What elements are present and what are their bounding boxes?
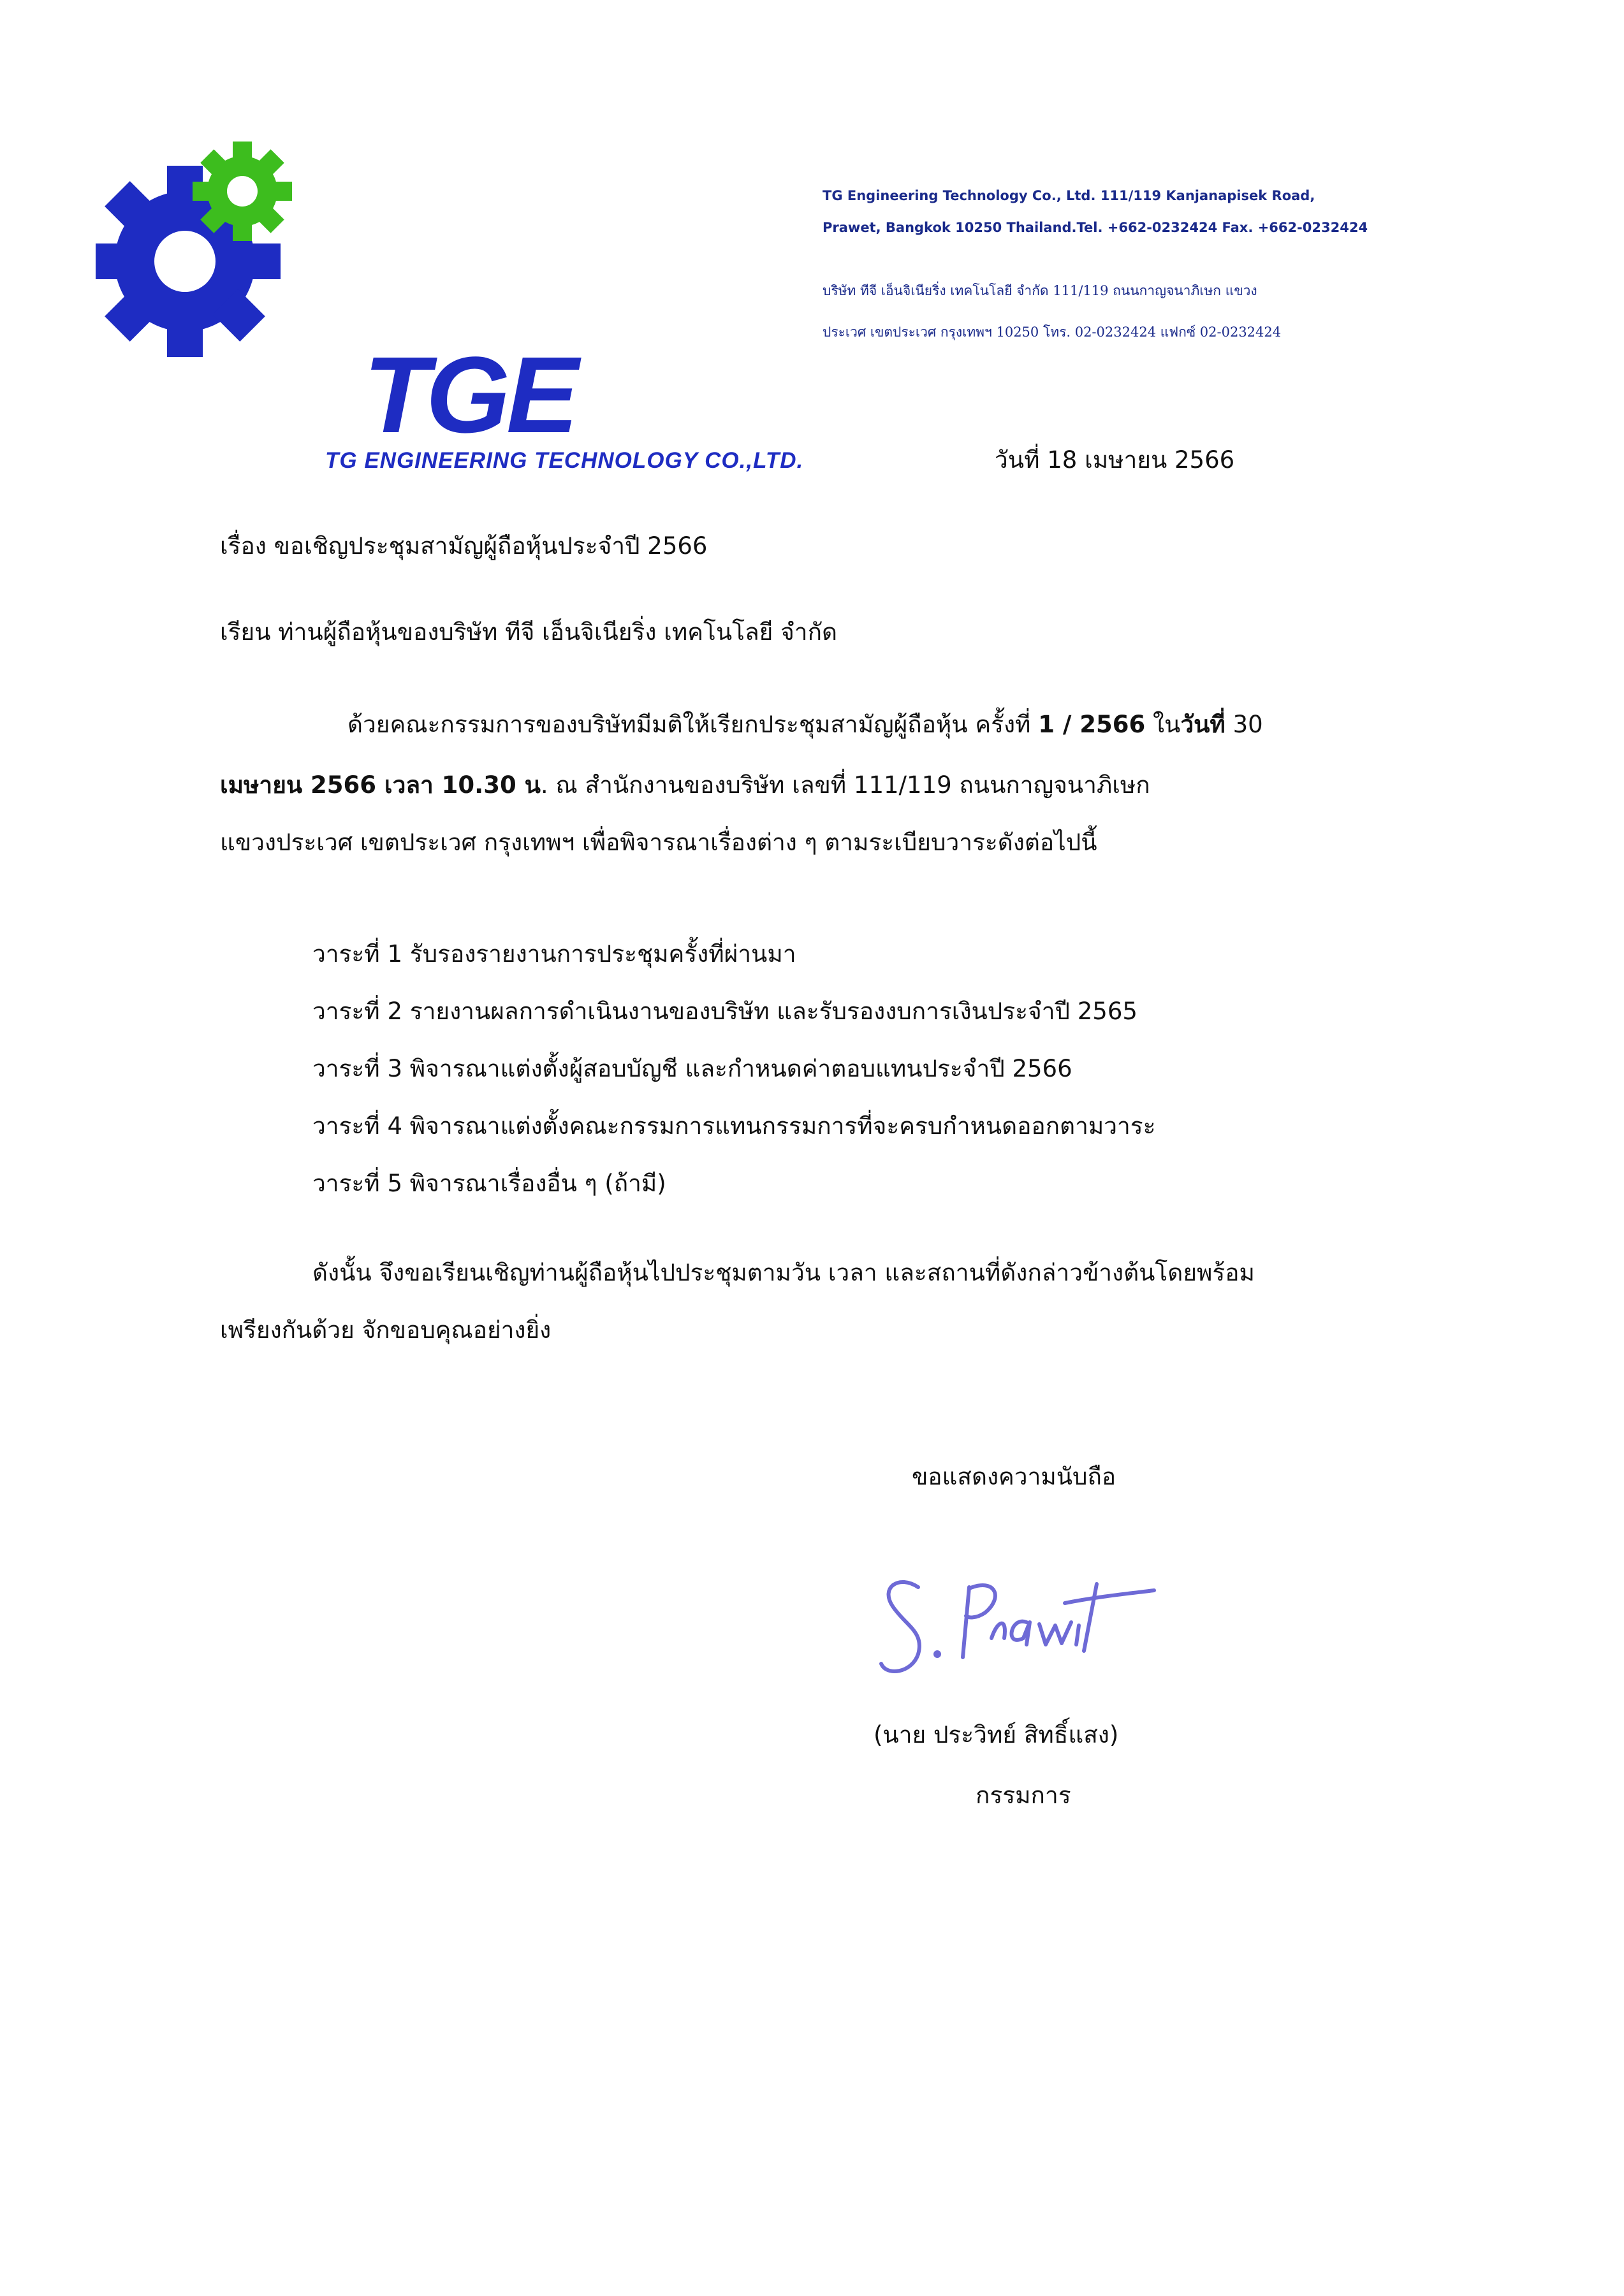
company-logo [96,127,804,473]
agenda-item: วาระที่ 4 พิจารณาแต่งตั้งคณะกรรมการแทนกรรมการที่จะครบกำหนดออกตามวาระ [312,1112,1156,1140]
para1-text-a: ด้วยคณะกรรมการของบริษัทมีมติให้เรียกประชุมสามัญผู้ถือหุ้น ครั้งที่ [347,711,1039,738]
regards: ขอแสดงความนับถือ [912,1463,1116,1490]
signer-name: (นาย ประวิทย์ สิทธิ์แสง) [874,1721,1119,1748]
closing-line-2: เพรียงกันด้วย จักขอบคุณอย่างยิ่ง [220,1316,552,1344]
address-en-line-1: TG Engineering Technology Co., Ltd. 111/119 Kanjanapisek Road, [823,188,1315,203]
paragraph-1-line-3: แขวงประเวศ เขตประเวศ กรุงเทพฯ เพื่อพิจารณาเรื่องต่าง ๆ ตามระเบียบวาระดังต่อไปนี้ [220,829,1097,856]
signature [874,1543,1167,1689]
meeting-datetime: เมษายน 2566 เวลา 10.30 น [220,771,541,799]
para1-text-d: วันที่ [1180,711,1225,738]
signer-title: กรรมการ [976,1782,1071,1809]
meeting-number: 1 / 2566 [1038,711,1146,738]
letter-subject: เรื่อง ขอเชิญประชุมสามัญผู้ถือหุ้นประจำปี 2566 [220,532,708,560]
address-th-line-2: ประเวศ เขตประเวศ กรุงเทพฯ 10250 โทร. 02-0232424 แฟกซ์ 02-0232424 [823,324,1282,340]
logo-subtitle: TG ENGINEERING TECHNOLOGY CO.,LTD. [325,448,804,473]
closing-line-1: ดังนั้น จึงขอเรียนเชิญท่านผู้ถือหุ้นไปประชุมตามวัน เวลา และสถานที่ดังกล่าวข้างต้นโดยพร้อม [312,1259,1255,1286]
gear-icon [96,127,453,357]
letter-date: วันที่ 18 เมษายน 2566 [995,446,1235,474]
paragraph-1-line-2 [220,771,1150,799]
meeting-location: . ณ สำนักงานของบริษัท เลขที่ 111/119 ถนนกาญจนาภิเษก [540,771,1150,799]
paragraph-1-line-1 [347,711,1263,739]
agenda-item: วาระที่ 3 พิจารณาแต่งตั้งผู้สอบบัญชี และกำหนดค่าตอบแทนประจำปี 2566 [312,1055,1072,1082]
agenda-item: วาระที่ 2 รายงานผลการดำเนินงานของบริษัท และรับรองงบการเงินประจำปี 2565 [312,998,1138,1025]
para1-text-e: 30 [1225,711,1263,738]
agenda-item: วาระที่ 1 รับรองรายงานการประชุมครั้งที่ผ่านมา [312,940,796,968]
logo-text: TGE [363,335,575,456]
address-en-line-2: Prawet, Bangkok 10250 Thailand.Tel. +662-0232424 Fax. +662-0232424 [823,220,1368,235]
para1-text-c: ใน [1145,711,1181,738]
letter-recipient: เรียน ท่านผู้ถือหุ้นของบริษัท ทีจี เอ็นจิเนียริ่ง เทคโนโลยี จำกัด [220,618,837,646]
agenda-item: วาระที่ 5 พิจารณาเรื่องอื่น ๆ (ถ้ามี) [312,1170,666,1197]
address-th-line-1: บริษัท ทีจี เอ็นจิเนียริ่ง เทคโนโลยี จำกัด 111/119 ถนนกาญจนาภิเษก แขวง [823,283,1257,298]
